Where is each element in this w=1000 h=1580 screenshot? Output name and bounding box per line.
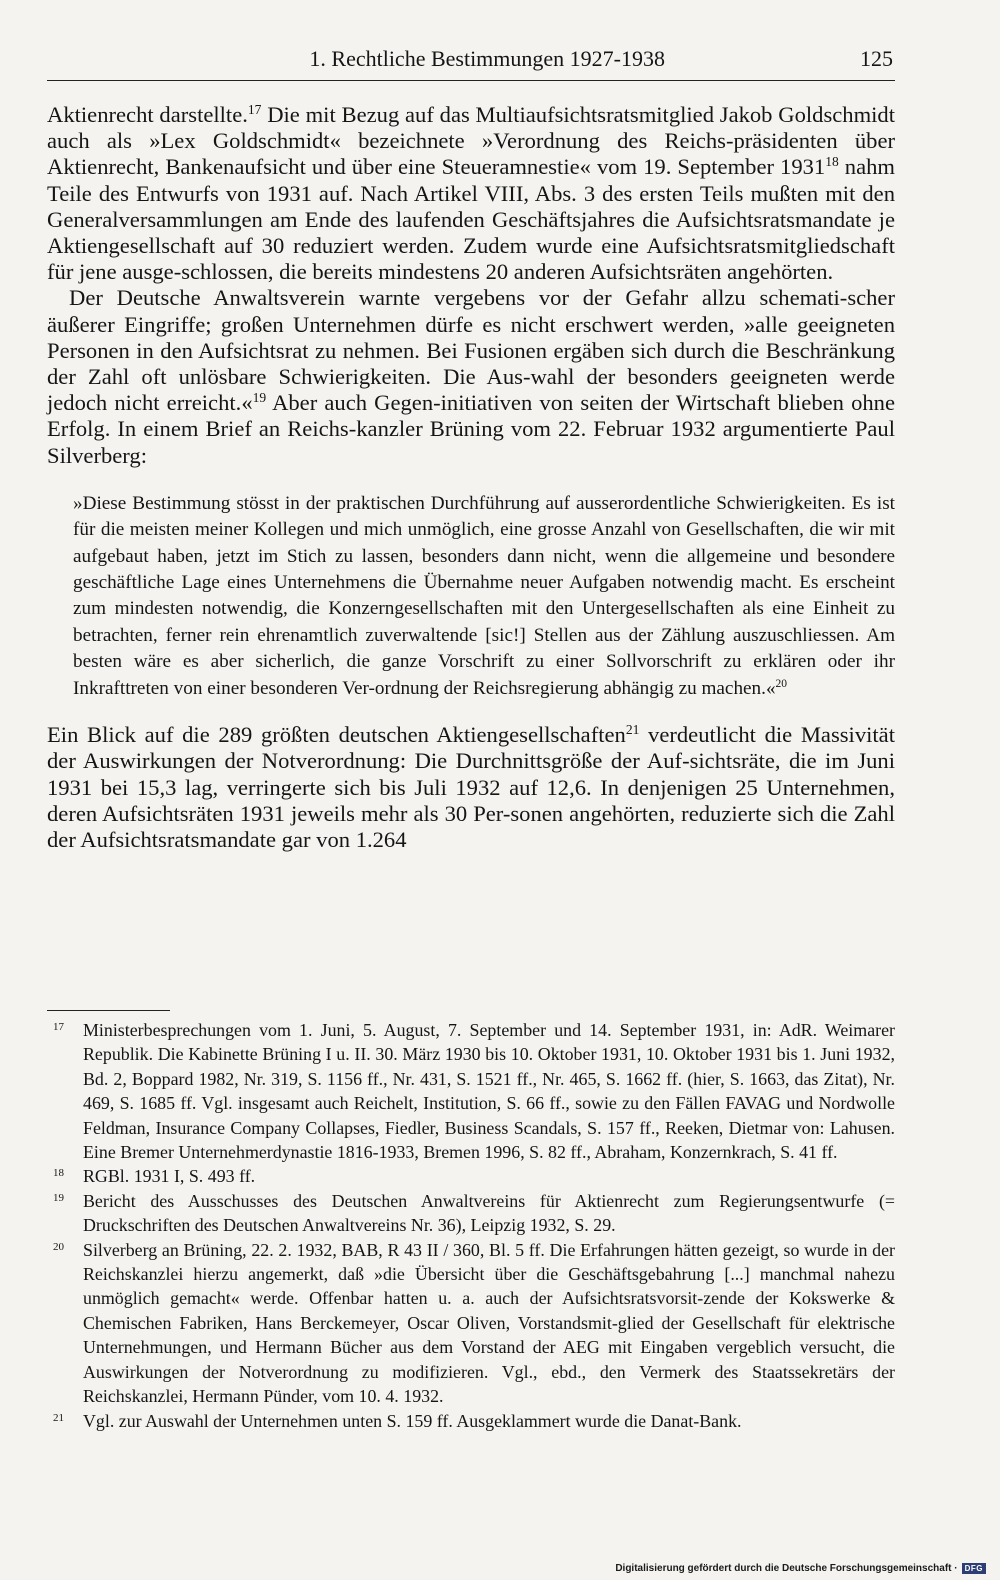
footnote-text: RGBl. 1931 I, S. 493 ff. (83, 1166, 256, 1187)
footnote-ref[interactable]: 20 (775, 677, 788, 690)
text-run: verdeutlicht die Massivität der Auswirkungen der Notverordnung: Die Durchnittsgröße der Auf-sichtsräte, die im Juni 1931 bei 15,3 lag, verringerte sich bis Juli 1932 auf 12,6. In denjenigen 25 Unternehmen, deren Aufsichtsräten 1931 jeweils mehr als 30 Per-sonen angehörten, reduzierte sich die Zahl der Aufsichtsratsmandate gar von 1.264 (47, 722, 895, 852)
footnote-number: 18 (53, 1167, 64, 1180)
footnote-number: 19 (53, 1191, 64, 1204)
funding-text: Digitalisierung gefördert durch die Deutsche Forschungsgemeinschaft · (615, 1563, 958, 1574)
page-number: 125 (860, 46, 893, 71)
text-run: Aktienrecht darstellte. (47, 102, 248, 127)
text-run: Aber auch Gegen-initiativen von seiten der Wirtschaft blieben ohne Erfolg. In einem Brief an Reichs-kanzler Brüning vom 22. Februar 1932 argumentierte Paul Silverberg: (47, 390, 895, 468)
footnote-text: Vgl. zur Auswahl der Unternehmen unten S. 159 ff. Ausgeklammert wurde die Danat-Bank. (83, 1410, 742, 1431)
footnote-text: Silverberg an Brüning, 22. 2. 1932, BAB, R 43 II / 360, Bl. 5 ff. Die Erfahrungen hätten gezeigt, so wurde in der Reichskanzlei hierzu angemerkt, daß »die Übersicht über die Geschäftsgebahrung [...] manchmal nahezu unmöglich gemacht« werde. Offenbar hatten u. a. auch der Aufsichtsratsvorsit-zende der Kokswerke & Chemischen Fabriken, Hans Berckemeyer, Oscar Oliven, Vorstandsmit-glied der Gesellschaft für elektrische Unternehmungen, und Hermann Bücher aus dem Vorstand der AEG mit Eingaben vergeblich versucht, die Auswirkungen der Notverordnung zu modifizieren. Vgl., ebd., den Vermerk des Staatssekretärs der Reichskanzlei, Hermann Pünder, vom 10. 4. 1932. (83, 1239, 895, 1407)
footnote (47, 1238, 895, 1409)
footnote-ref[interactable]: 18 (825, 154, 839, 169)
text-run: Die mit Bezug auf das Multiaufsichtsratsmitglied Jakob Goldschmidt auch als »Lex Goldschmidt« bezeichnete »Verordnung des Reichs-präsidenten über Aktienrecht, Bankenaufsicht und über eine Steueramnestie« vom 19. September 1931 (47, 102, 895, 180)
main-text (47, 102, 895, 853)
footnote-ref[interactable]: 17 (247, 101, 262, 117)
paragraph (47, 722, 895, 853)
footnote (47, 1189, 895, 1238)
paragraph (47, 102, 895, 285)
footnote-number: 17 (53, 1021, 64, 1033)
footnote (47, 1409, 895, 1433)
footnote-text: Ministerbesprechungen vom 1. Juni, 5. August, 7. September und 14. September 1931, in: AdR. Weimarer Republik. Die Kabinette Brüning I u. II. 30. März 1930 bis 10. Oktober 1931, 10. Oktober 1931 bis 1. Juni 1932, Bd. 2, Boppard 1982, Nr. 319, S. 1156 ff., Nr. 431, S. 1521 ff., Nr. 465, S. 1662 ff. (hier, S. 1663, das Zitat), Nr. 469, S. 1685 ff. Vgl. insgesamt auch Reichelt, Institution, S. 66 ff., sowie zu den Fällen FAVAG und Nordwolle Feldman, Insurance Company Collapses, Fiedler, Business Scandals, S. 157 ff., Reeken, Dietmar von: Lahusen. Eine Bremer Unternehmerdynastie 1816-1933, Bremen 1996, S. 82 ff., Abraham, Konzernkrach, S. 41 ff. (83, 1020, 895, 1163)
funding-notice (615, 1563, 986, 1574)
footnote-ref[interactable]: 21 (625, 721, 640, 737)
dfg-logo-icon: DFG (962, 1563, 986, 1574)
footnote-ref[interactable]: 19 (252, 389, 267, 405)
running-head (47, 44, 895, 74)
header-rule (47, 80, 895, 81)
footnote (47, 1164, 895, 1188)
chapter-title: 1. Rechtliche Bestimmungen 1927-1938 (309, 46, 665, 71)
text-run: Ein Blick auf die 289 größten deutschen Aktiengesellschaften (47, 722, 626, 748)
text-run: nahm Teile des Entwurfs von 1931 auf. Nach Artikel VIII, Abs. 3 des ersten Teils mußten mit den Generalversammlungen am Ende des laufenden Geschäftsjahres die Aufsichtsratsmandate je Aktiengesellschaft auf 30 reduziert werden. Zudem wurde eine Aufsichtsratsmitgliedschaft für jene ausge-schlossen, die bereits mindestens 20 anderen Aufsichtsräten angehörten. (47, 154, 895, 285)
paragraph (47, 285, 895, 468)
footnote-text: Bericht des Ausschusses des Deutschen Anwaltvereins für Aktienrecht zum Regierungsentwurfe (= Druckschriften des Deutschen Anwaltvereins Nr. 36), Leipzig 1932, S. 29. (83, 1190, 895, 1236)
footnote-rule (47, 1010, 170, 1011)
footnote-number: 21 (53, 1411, 64, 1424)
footnote-number: 20 (53, 1240, 64, 1253)
block-quote (47, 491, 895, 702)
text-run: Der Deutsche Anwaltsverein warnte vergebens vor der Gefahr allzu schemati-scher äußerer Eingriffe; großen Unternehmen dürfe es nicht erschwert werden, »alle geeigneten Personen in den Aufsichtsrat zu nehmen. Bei Fusionen ergäben sich durch die Beschränkung der Zahl oft unlösbare Schwierigkeiten. Die Aus-wahl der besonders geeigneten werde jedoch nicht erreicht.« (47, 285, 895, 416)
quote-text: »Diese Bestimmung stösst in der praktischen Durchführung auf ausserordentliche Schwierigkeiten. Es ist für die meisten meiner Kollegen und mich unmöglich, eine grosse Anzahl von Gesellschaften, die wir mit aufgebaut haben, jetzt im Stich zu lassen, besonders dann nicht, wenn die allgemeine und besondere geschäftliche Lage eines Unternehmens die Übernahme neuer Aufgaben notwendig macht. Es erscheint zum mindesten notwendig, die Konzerngesellschaften mit den Untergesellschaften als eine Einheit zu betrachten, ferner rein ehrenamtlich zuverwaltende [sic!] Stellen aus der Zählung auszuschliessen. Am besten wäre es aber sicherlich, die ganze Vorschrift zu einer Sollvorschrift zu erklären oder ihr Inkrafttreten von einer besonderen Ver-ordnung der Reichsregierung abhängig zu machen.« (73, 492, 895, 699)
footnotes (47, 1018, 895, 1433)
footnote (47, 1018, 895, 1164)
